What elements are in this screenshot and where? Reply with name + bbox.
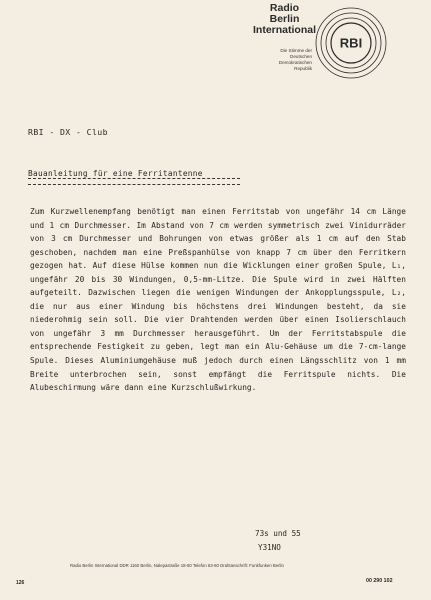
subject-underline: [28, 178, 240, 185]
station-name-line-3: International: [253, 24, 317, 36]
tagline-line-3: Demokratischen: [278, 60, 312, 65]
page-number: 126: [16, 580, 25, 586]
club-heading: RBI - DX - Club: [28, 127, 108, 137]
subject-line: Bauanleitung für eine Ferritantenne: [28, 169, 203, 178]
logo-text: RBI: [339, 35, 363, 51]
signoff-callsign: Y31NO: [258, 543, 281, 552]
signoff-greeting: 73s und 55: [255, 529, 301, 538]
station-name-line-2: Berlin: [269, 13, 300, 25]
document-number: 00 290 102: [366, 578, 393, 584]
station-tagline: [252, 48, 312, 72]
station-name-line-1: Radio: [269, 2, 300, 14]
tagline-line-2: Deutschen: [290, 54, 312, 59]
rbi-logo-icon: [315, 5, 387, 81]
tagline-line-1: Die Stimme der: [280, 48, 312, 53]
station-name: [253, 3, 316, 36]
body-paragraph: Zum Kurzwellenempfang benötigt man einen Ferritstab von ungefähr 14 cm Länge und 1 cm Durchmesser. Im Abstand von 7 cm werden symmetrisch zwei Vinidurräder von 3 cm Durchmesser und Bohrungen von etwas größer als 1 cm auf den Stab geschoben, nachdem man eine Preßspanhülse von knapp 7 cm über den Ferritkern gezogen hat. Auf diese Hülse kommen nun die Wicklungen einer großen Spule, L₁, ungefähr 20 bis 30 Windungen, 0,5-mm-Litze. Die Spule wird in zwei Hälften aufgeteilt. Dazwischen liegen die wenigen Windungen der Ankopplungsspule, L₂, die nur aus einer Windung bis höchstens drei Windungen besteht, da sie niederohmig sein soll. Die vier Drahtenden werden über einen Isolierschlauch von ungefähr 3 mm Durchmesser herausgeführt. Um der Ferritstabspule die entsprechende Festigkeit zu geben, legt man ein Alu-Gehäuse um die 7-cm-lange Spule. Dieses Aluminiumgehäuse muß jedoch durch einen Längsschlitz von 1 mm Breite unterbrochen sein, sonst empfängt die Ferritspule nichts. Die Alubeschirmung wäre dann eine Kurzschlußwirkung.: [30, 207, 406, 393]
tagline-line-4: Republik: [294, 66, 312, 71]
body-text: [30, 205, 406, 395]
letterhead-footer: Radio Berlin International DDR 1160 Berlin, Nalepastraße 18-50 Telefon 63-60 Drahtanschrift: Funkfunken Berlin: [70, 563, 284, 568]
